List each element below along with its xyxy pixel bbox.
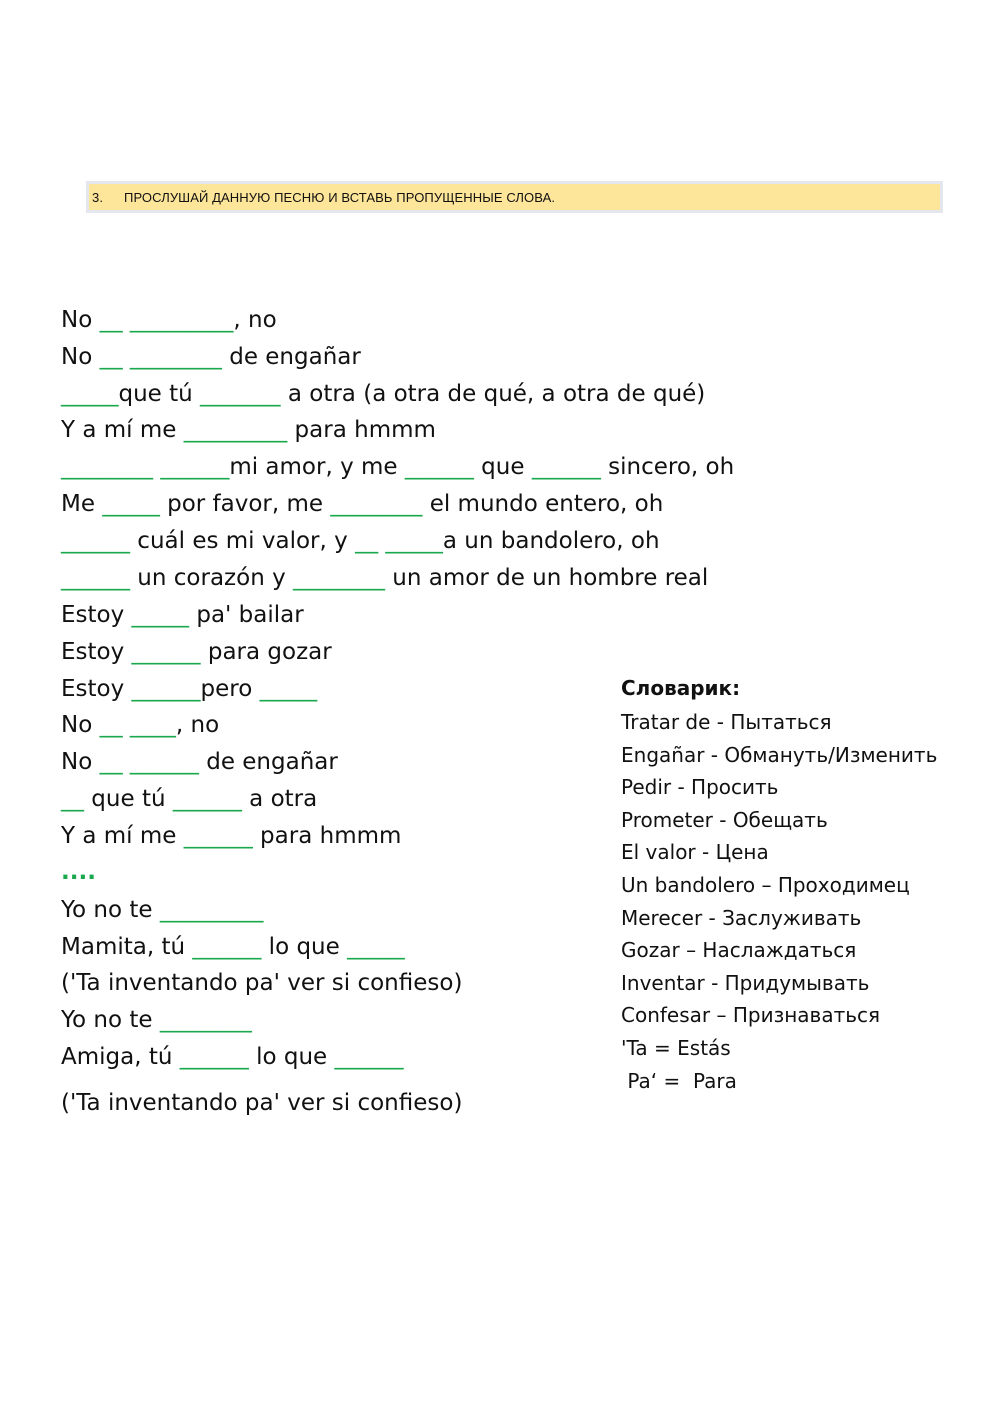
lyric-line [61, 452, 734, 482]
lyric-ellipsis: .... [61, 859, 96, 885]
vocabulary-entry: El valor - Цена [621, 840, 769, 865]
vocabulary-entry: Prometer - Обещать [621, 807, 828, 832]
vocabulary-entry: Gozar – Наслаждаться [621, 938, 857, 963]
answer-blank[interactable]: ________ [159, 1007, 252, 1033]
answer-blank[interactable]: __ [99, 712, 123, 738]
lyric-text [123, 344, 130, 370]
answer-blank[interactable]: __ [99, 344, 123, 370]
lyric-line [61, 563, 708, 593]
lyric-line [61, 747, 338, 777]
task-instruction: ПРОСЛУШАЙ ДАННУЮ ПЕСНЮ И ВСТАВЬ ПРОПУЩЕННЫЕ СЛОВА. [124, 189, 556, 205]
answer-blank[interactable]: ________ [330, 491, 423, 517]
answer-blank[interactable]: ______ [334, 1044, 404, 1070]
answer-blank[interactable]: ______ [192, 934, 262, 960]
vocabulary-title: Словарик: [621, 676, 741, 700]
answer-blank[interactable]: ______ [179, 1044, 249, 1070]
answer-blank[interactable]: _____ [259, 676, 318, 702]
lyric-line [61, 600, 304, 630]
lyric-line [61, 968, 462, 998]
lyric-text: Yo no te [61, 897, 160, 923]
vocabulary-entry: Merecer - Заслуживать [621, 905, 862, 930]
vocabulary-entry: Un bandolero – Проходимец [621, 873, 910, 897]
answer-blank[interactable]: _________ [129, 307, 234, 333]
vocabulary-entry: Tratar de - Пытаться [621, 710, 832, 734]
lyric-text: Me [61, 491, 103, 517]
answer-blank[interactable]: _____ [61, 381, 119, 407]
answer-blank[interactable]: ______ [160, 454, 230, 480]
vocabulary-entry: Engañar - Обмануть/Изменить [621, 742, 938, 767]
lyric-text [123, 307, 130, 333]
lyric-line [61, 784, 317, 814]
lyric-line [61, 674, 317, 704]
answer-blank[interactable]: ________ [61, 454, 153, 480]
answer-blank[interactable]: ______ [172, 786, 242, 812]
answer-blank[interactable]: __ [99, 749, 123, 775]
vocabulary-entry: Inventar - Придумывать [621, 970, 870, 995]
lyric-line [61, 1042, 404, 1072]
lyric-text: No [61, 749, 100, 775]
lyric-text [123, 749, 130, 775]
lyric-line [61, 379, 705, 409]
lyric-text: para hmmm [252, 823, 402, 849]
lyric-text: de engañar [198, 749, 338, 775]
lyric-line [61, 932, 405, 962]
answer-blank[interactable]: ______ [404, 454, 474, 480]
lyric-text: , no [175, 712, 220, 738]
answer-blank[interactable]: _____ [385, 528, 443, 554]
lyric-text: Y a mí me [61, 823, 184, 849]
answer-blank[interactable]: _____ [347, 934, 405, 960]
lyric-line [61, 895, 263, 925]
lyric-text: lo que [248, 1044, 335, 1070]
lyric-text: que tú [84, 786, 173, 812]
answer-blank[interactable]: ______ [531, 454, 601, 480]
lyric-text: mi amor, y me [229, 454, 405, 480]
vocabulary-entry: Confesar – Признаваться [621, 1003, 881, 1028]
lyric-text: el mundo entero, oh [422, 491, 664, 517]
lyric-text: Mamita, tú [61, 934, 193, 960]
lyric-text: para hmmm [287, 417, 436, 443]
lyric-text: No [61, 307, 100, 333]
lyric-text: Estoy [61, 602, 132, 628]
lyric-line [61, 342, 361, 372]
lyric-text: que [473, 454, 532, 480]
lyric-text: cuál es mi valor, y [130, 528, 356, 554]
lyric-line [61, 710, 219, 740]
vocabulary-entry: Pa‘ = Para [621, 1068, 737, 1093]
lyric-line [61, 489, 663, 519]
answer-blank[interactable]: ______ [183, 823, 253, 849]
lyric-text: , no [233, 307, 277, 333]
answer-blank[interactable]: _________ [159, 897, 264, 923]
lyric-line [61, 1088, 462, 1118]
lyric-text: Estoy [61, 676, 132, 702]
lyric-line [61, 526, 660, 556]
lyric-text: un corazón y [130, 565, 293, 591]
answer-blank[interactable]: _______ [200, 381, 281, 407]
lyric-line [61, 637, 332, 667]
answer-blank[interactable]: _____ [102, 491, 160, 517]
answer-blank[interactable]: ______ [61, 528, 130, 554]
lyric-line [61, 821, 401, 851]
vocabulary-entry: 'Ta = Estás [621, 1036, 731, 1060]
lyric-text: Yo no te [61, 1007, 160, 1033]
lyric-text: lo que [261, 934, 348, 960]
task-banner [86, 181, 943, 213]
answer-blank[interactable]: __ [61, 786, 84, 812]
answer-blank[interactable]: ______ [131, 676, 201, 702]
lyric-text [123, 712, 130, 738]
lyric-text: Amiga, tú [61, 1044, 180, 1070]
lyric-line [61, 305, 277, 335]
vocabulary-entry: Pedir - Просить [621, 775, 779, 800]
lyric-text: ('Ta inventando pa' ver si confieso) [61, 970, 463, 996]
lyric-line [61, 1005, 252, 1035]
lyric-line [61, 415, 436, 445]
lyric-text: de engañar [221, 344, 361, 370]
task-number: 3. [92, 189, 104, 205]
lyric-text: a otra (a otra de qué, a otra de qué) [280, 381, 706, 407]
lyric-text: Y a mí me [61, 417, 184, 443]
lyric-text: para gozar [200, 639, 332, 665]
answer-blank[interactable]: _____ [131, 602, 190, 628]
lyric-text: que tú [118, 381, 201, 407]
lyric-text: No [61, 712, 100, 738]
lyric-text: pa' bailar [189, 602, 304, 628]
lyric-text: Estoy [61, 639, 132, 665]
lyric-text: ('Ta inventando pa' ver si confieso) [61, 1090, 463, 1116]
lyric-text: pero [200, 676, 260, 702]
answer-blank[interactable]: ______ [61, 565, 130, 591]
lyric-text: sincero, oh [600, 454, 735, 480]
answer-blank[interactable]: ________ [293, 565, 385, 591]
answer-blank[interactable]: _________ [183, 417, 288, 443]
answer-blank[interactable]: ________ [129, 344, 222, 370]
lyric-text: a un bandolero, oh [442, 528, 660, 554]
answer-blank[interactable]: ______ [129, 749, 199, 775]
lyric-text: No [61, 344, 100, 370]
answer-blank[interactable]: ______ [131, 639, 201, 665]
lyric-text: por favor, me [159, 491, 331, 517]
lyric-text: un amor de un hombre real [385, 565, 709, 591]
answer-blank[interactable]: __ [99, 307, 123, 333]
lyric-text: a otra [241, 786, 318, 812]
lyric-line [61, 857, 96, 887]
answer-blank[interactable]: ____ [129, 712, 176, 738]
answer-blank[interactable]: __ [355, 528, 379, 554]
